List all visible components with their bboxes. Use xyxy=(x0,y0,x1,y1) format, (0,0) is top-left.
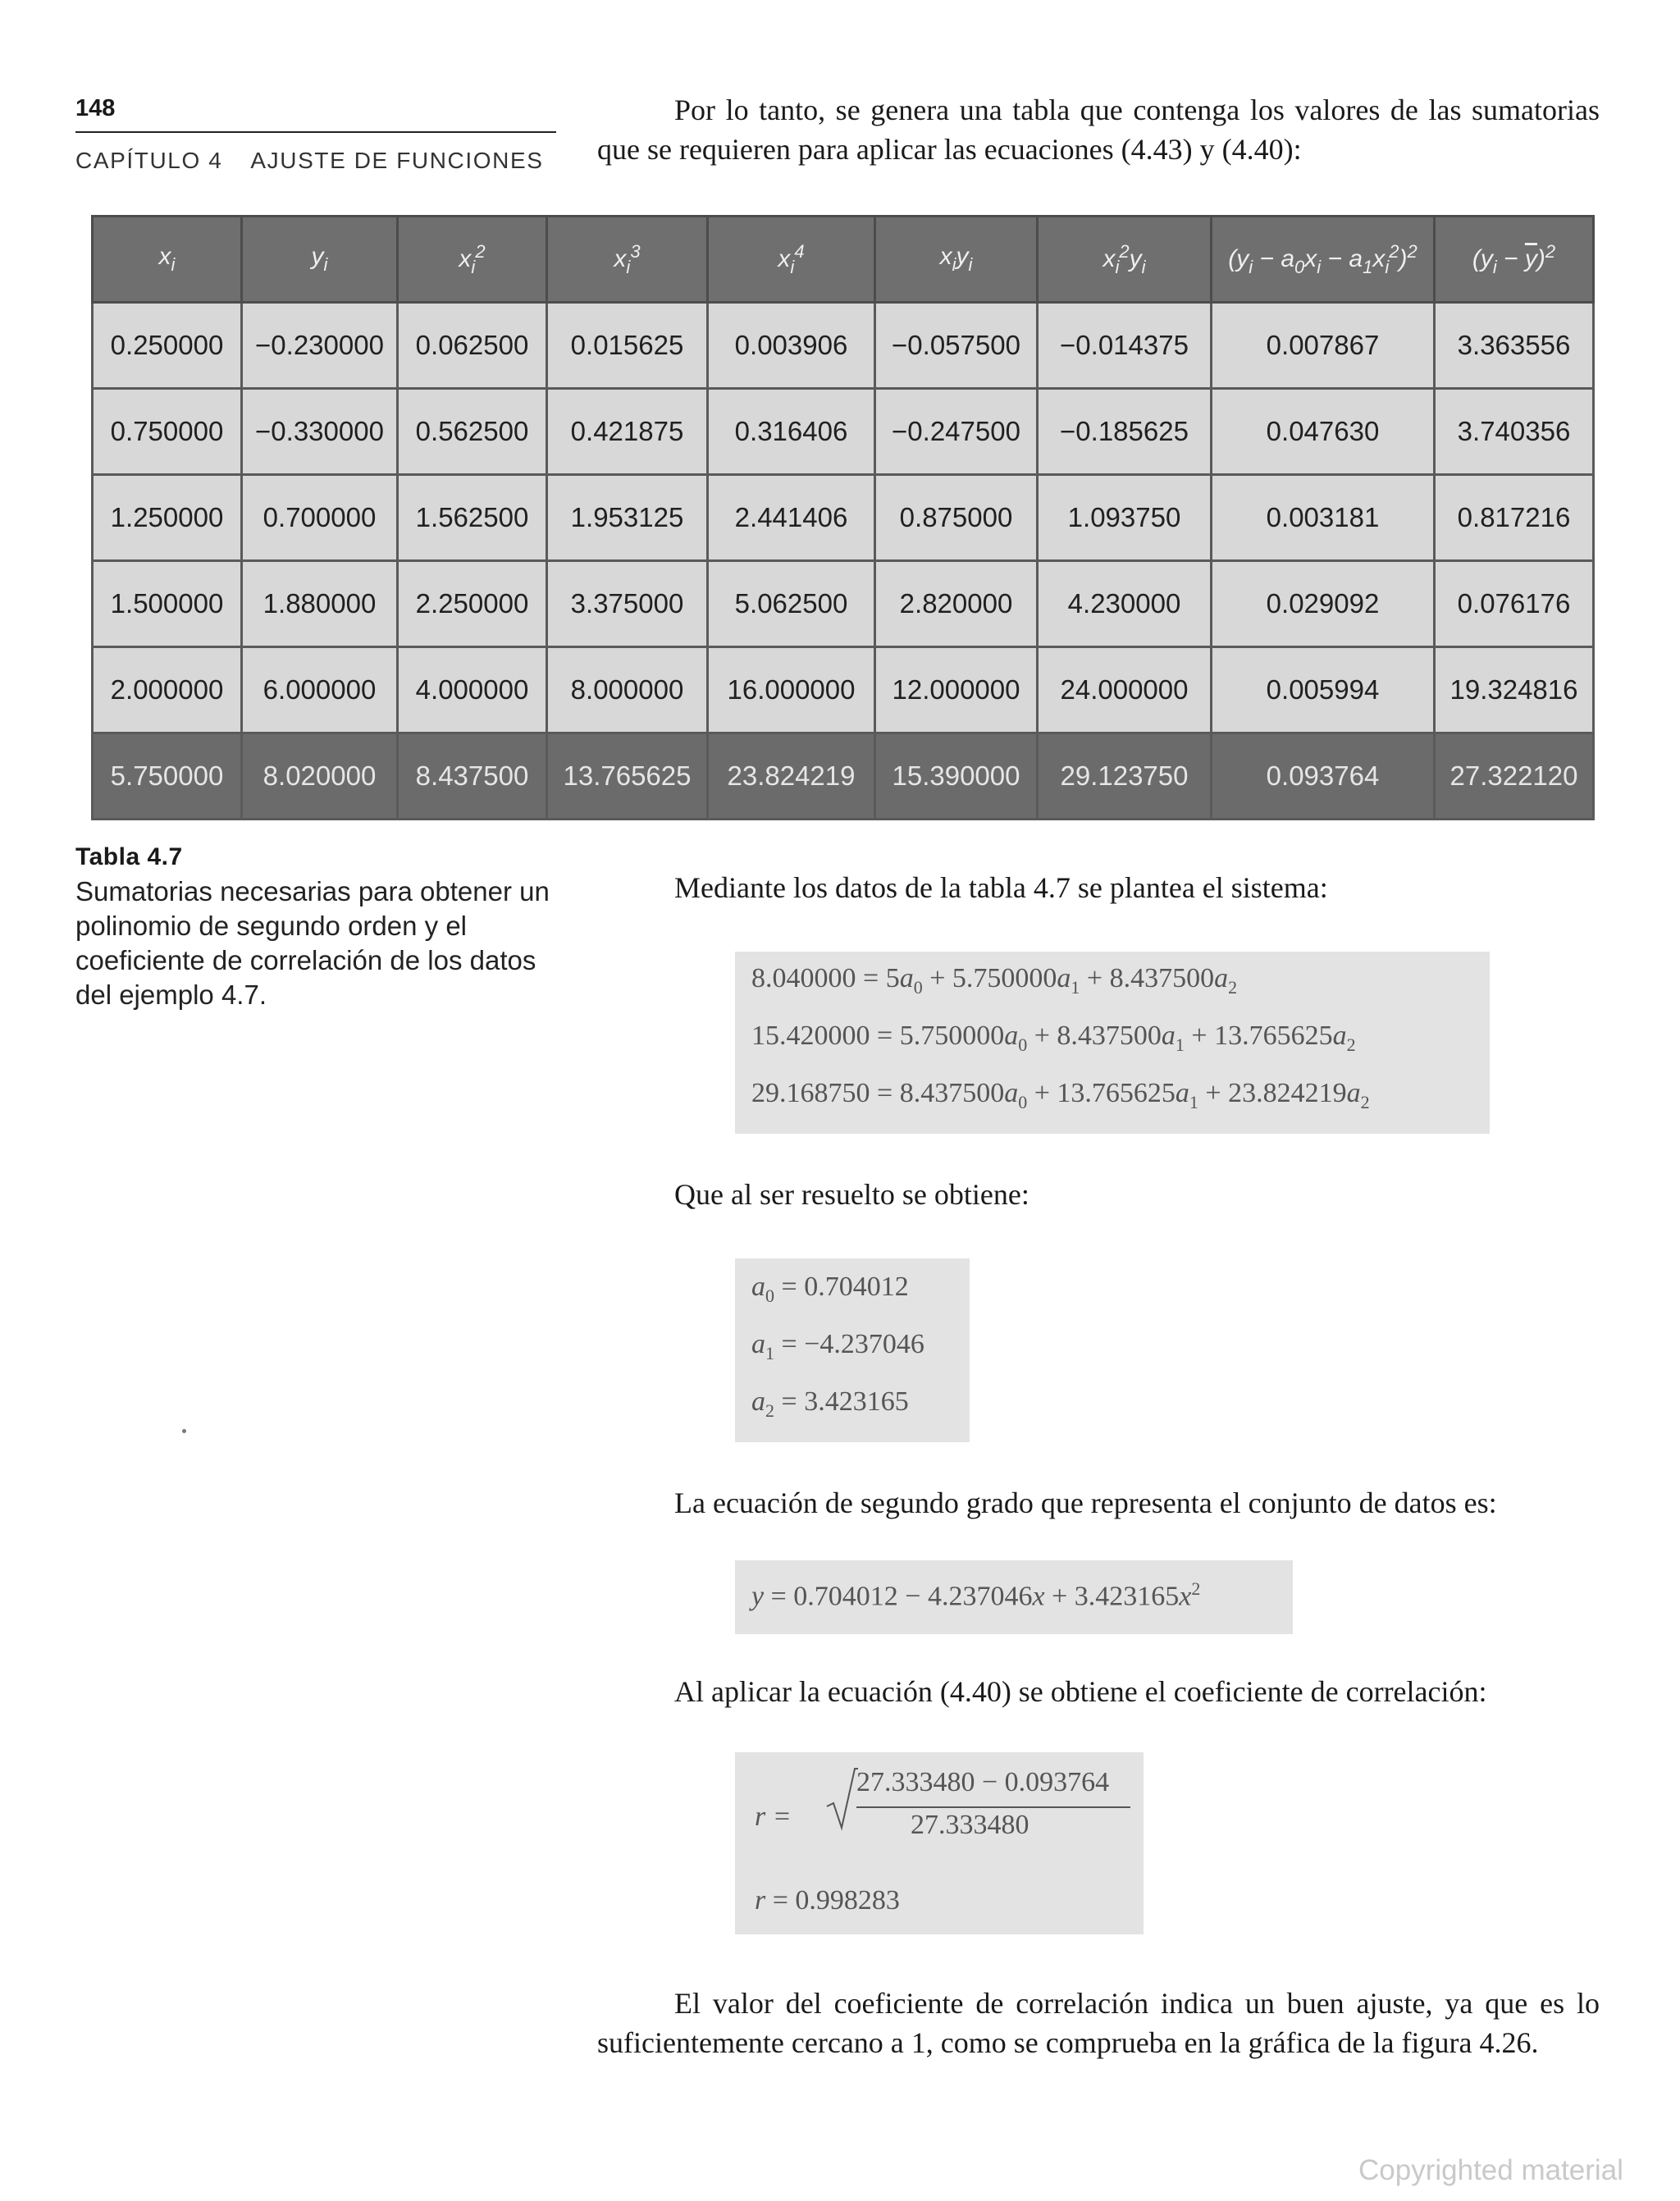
table-cell: 2.250000 xyxy=(398,561,547,647)
table-row xyxy=(93,647,1594,733)
page-number: 148 xyxy=(75,95,116,121)
chapter-title: AJUSTE DE FUNCIONES xyxy=(250,148,544,173)
scan-speck xyxy=(182,1429,186,1433)
total-cell: 8.020000 xyxy=(242,733,398,820)
table-cell: −0.230000 xyxy=(242,303,398,389)
total-cell: 23.824219 xyxy=(708,733,875,820)
polynomial-box xyxy=(735,1560,1293,1634)
table-cell: 0.817216 xyxy=(1435,475,1594,561)
table-cell: 0.003181 xyxy=(1212,475,1435,561)
total-cell: 29.123750 xyxy=(1038,733,1212,820)
table-header-row xyxy=(93,217,1594,303)
total-cell: 5.750000 xyxy=(93,733,242,820)
system-equation-2: $15.420000 = 5.750000a_0 + 8.437500a_1 + 13.765625a_2$ xyxy=(751,1021,1356,1055)
table-cell: −0.330000 xyxy=(242,389,398,475)
table-cell: 0.047630 xyxy=(1212,389,1435,475)
copyright-watermark: Copyrighted material xyxy=(1358,2154,1623,2186)
table-cell: 24.000000 xyxy=(1038,647,1212,733)
table-cell: −0.057500 xyxy=(875,303,1038,389)
correlation-box xyxy=(735,1752,1144,1934)
table-cell: 1.500000 xyxy=(93,561,242,647)
table-cell: 1.562500 xyxy=(398,475,547,561)
total-cell: 15.390000 xyxy=(875,733,1038,820)
table-cell: 0.316406 xyxy=(708,389,875,475)
correlation-denominator: 27.333480 xyxy=(911,1810,1029,1840)
equation-system-box xyxy=(735,952,1490,1134)
total-cell: 0.093764 xyxy=(1212,733,1435,820)
table-cell: 2.820000 xyxy=(875,561,1038,647)
table-cell: 8.000000 xyxy=(547,647,708,733)
table-cell: 2.000000 xyxy=(93,647,242,733)
header-xi3: $x_i^3$ xyxy=(547,217,708,303)
header-residual-squared: $(y_i - a_0x_i - a_1x_i^2)^2$ xyxy=(1212,217,1435,303)
table-cell: 2.441406 xyxy=(708,475,875,561)
intro-paragraph xyxy=(597,90,1600,169)
header-xi2: $x_i^2$ xyxy=(398,217,547,303)
table-cell: 6.000000 xyxy=(242,647,398,733)
table-cell: 1.250000 xyxy=(93,475,242,561)
table-cell: 4.000000 xyxy=(398,647,547,733)
conclusion-text: El valor del coeficiente de correlación indica un buen ajuste, ya que es lo suficientemente cercano a 1, como se comprueba en la gráfica de la figura 4.26. xyxy=(597,1987,1600,2059)
header-yi: $y_i$ xyxy=(242,217,398,303)
table-cell: 0.029092 xyxy=(1212,561,1435,647)
table-cell: 0.700000 xyxy=(242,475,398,561)
correlation-result: r = 0.998283 xyxy=(755,1885,900,1916)
system-equation-3: $29.168750 = 8.437500a_0 + 13.765625a_1 + 23.824219a_2$ xyxy=(751,1078,1370,1112)
table-cell: 1.880000 xyxy=(242,561,398,647)
header-deviation-squared: $(y_i - \overline{y})^2$ xyxy=(1435,217,1594,303)
solve-intro-paragraph: Que al ser resuelto se obtiene: xyxy=(674,1178,1029,1211)
header-xi2yi: $x_i^2y_i$ xyxy=(1038,217,1212,303)
sums-table xyxy=(91,215,1595,820)
system-equation-1: $8.040000 = 5a_0 + 5.750000a_1 + 8.437500a_2$ xyxy=(751,963,1238,998)
table-cell: 0.062500 xyxy=(398,303,547,389)
table-cell: −0.185625 xyxy=(1038,389,1212,475)
table-cell: 0.421875 xyxy=(547,389,708,475)
r-symbol: r = xyxy=(755,1801,792,1832)
table-cell: 4.230000 xyxy=(1038,561,1212,647)
solution-a0: $a_0 = 0.704012$ xyxy=(751,1272,909,1306)
correlation-numerator: 27.333480 − 0.093764 xyxy=(856,1767,1110,1797)
total-cell: 8.437500 xyxy=(398,733,547,820)
intro-text: Por lo tanto, se genera una tabla que contenga los valores de las sumatorias que se requieren para aplicar las ecuaciones (4.43) y (4.40): xyxy=(597,94,1600,166)
table-cell: 1.953125 xyxy=(547,475,708,561)
chapter-heading xyxy=(75,148,544,174)
table-totals-row xyxy=(93,733,1594,820)
table-cell: 16.000000 xyxy=(708,647,875,733)
table-row xyxy=(93,561,1594,647)
table-caption-title: Tabla 4.7 xyxy=(75,843,183,870)
table-cell: 3.363556 xyxy=(1435,303,1594,389)
total-cell: 27.322120 xyxy=(1435,733,1594,820)
chapter-number: CAPÍTULO 4 xyxy=(75,148,223,173)
table-cell: 0.562500 xyxy=(398,389,547,475)
table-cell: −0.247500 xyxy=(875,389,1038,475)
table-caption-text: Sumatorias necesarias para obtener un polinomio de segundo orden y el coeficiente de correlación de los datos del ejemplo 4.7. xyxy=(75,876,550,1010)
table-cell: 0.750000 xyxy=(93,389,242,475)
table-cell: 0.015625 xyxy=(547,303,708,389)
solution-a1: $a_1 = -4.237046$ xyxy=(751,1329,924,1363)
fraction-line xyxy=(856,1806,1130,1808)
header-xi: $x_i$ xyxy=(93,217,242,303)
table-cell: 3.740356 xyxy=(1435,389,1594,475)
header-xiyi: $x_iy_i$ xyxy=(875,217,1038,303)
polynomial-equation: $y = 0.704012 - 4.237046x + 3.423165x^2$ xyxy=(751,1578,1201,1612)
table-cell: 0.003906 xyxy=(708,303,875,389)
table-cell: 5.062500 xyxy=(708,561,875,647)
table-cell: 1.093750 xyxy=(1038,475,1212,561)
system-intro-paragraph: Mediante los datos de la tabla 4.7 se plantea el sistema: xyxy=(674,871,1328,904)
solution-a2: $a_2 = 3.423165$ xyxy=(751,1386,909,1421)
header-rule xyxy=(75,131,556,133)
header-xi4: $x_i^4$ xyxy=(708,217,875,303)
table-cell: 0.076176 xyxy=(1435,561,1594,647)
table-row xyxy=(93,303,1594,389)
correlation-intro-paragraph: Al aplicar la ecuación (4.40) se obtiene el coeficiente de correlación: xyxy=(674,1675,1487,1708)
table-cell: 3.375000 xyxy=(547,561,708,647)
table-row xyxy=(93,389,1594,475)
table-cell: 0.005994 xyxy=(1212,647,1435,733)
table-cell: 12.000000 xyxy=(875,647,1038,733)
table-cell: 19.324816 xyxy=(1435,647,1594,733)
equation-intro-paragraph: La ecuación de segundo grado que representa el conjunto de datos es: xyxy=(674,1486,1497,1519)
total-cell: 13.765625 xyxy=(547,733,708,820)
sums-table-container xyxy=(91,215,1592,801)
square-root-symbol xyxy=(825,1767,858,1833)
table-row xyxy=(93,475,1594,561)
table-cell: −0.014375 xyxy=(1038,303,1212,389)
solution-box xyxy=(735,1258,970,1442)
table-cell: 0.007867 xyxy=(1212,303,1435,389)
table-cell: 0.875000 xyxy=(875,475,1038,561)
table-cell: 0.250000 xyxy=(93,303,242,389)
conclusion-paragraph xyxy=(597,1984,1600,2062)
